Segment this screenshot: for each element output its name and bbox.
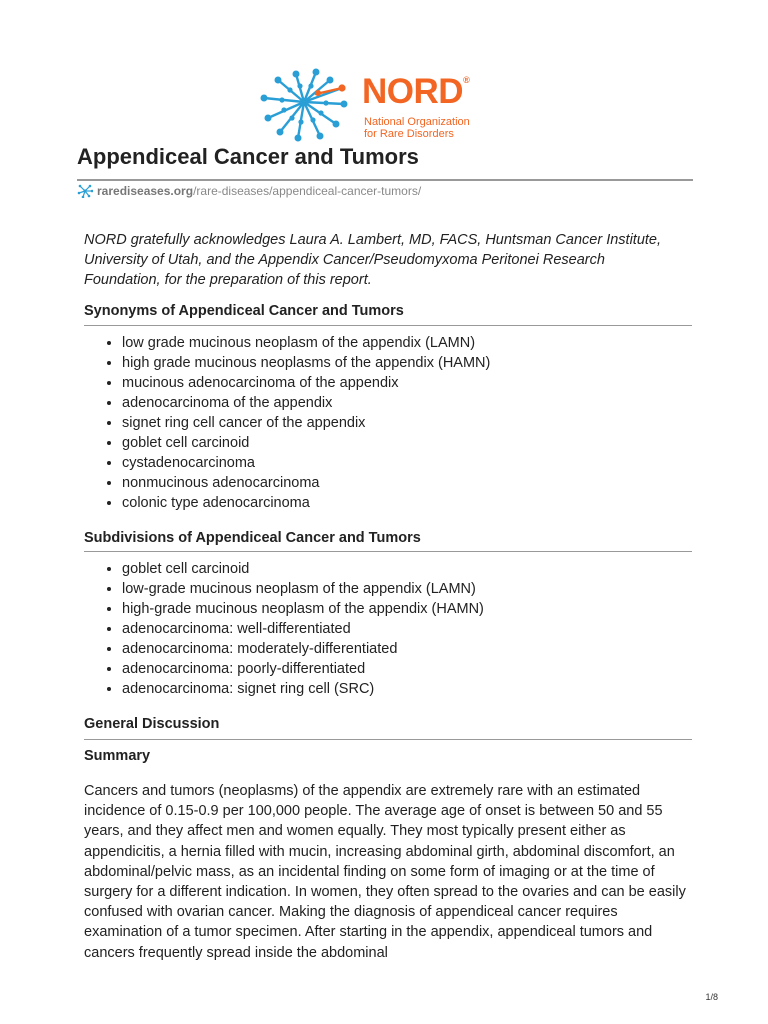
logo-wordmark: NORD® [362,72,470,111]
synonyms-list [84,333,490,513]
title-divider [77,179,693,181]
list-item: • adenocarcinoma: signet ring cell (SRC) [122,679,484,699]
source-url[interactable] [77,184,421,198]
list-item: • adenocarcinoma: well-differentiated [122,619,484,639]
source-path[interactable]: /rare-diseases/appendiceal-cancer-tumors/ [193,184,422,198]
list-item: • high-grade mucinous neoplasm of the appendix (HAMN) [122,599,484,619]
list-item: • colonic type adenocarcinoma [122,493,490,513]
logo-subtitle-line2: for Rare Disorders [364,128,454,140]
molecule-icon [77,184,93,198]
logo-subtitle-line1: National Organization [364,116,470,128]
list-item: • adenocarcinoma: moderately-differentiated [122,639,484,659]
summary-paragraph: Cancers and tumors (neoplasms) of the appendix are extremely rare with an estimated incidence of 0.15-0.9 per 100,000 people. The average age of onset is between 50 and 55 years, and they affect men and women equally. They most typically present either as appendicitis, a hernia filled with mucin, increasing abdominal girth, abdominal discomfort, an abdominal/pelvic mass, as an incidental finding on some form of imaging or at the time of surgery for a different indication. In women, they often spread to the ovaries and can be easily confused with ovarian cancer. Making the diagnosis of appendiceal cancer requires examination of a tumor specimen. After starting in the appendix, appendiceal tumors and cancers frequently spread inside the abdominal [84,783,686,961]
synonyms-divider [84,325,692,326]
page-number: 1/8 [705,992,718,1002]
subdivisions-heading: Subdivisions of Appendiceal Cancer and Tumors [84,530,421,546]
logo-subtitle [364,116,504,140]
page-title: Appendiceal Cancer and Tumors [77,144,419,169]
list-item: • adenocarcinoma: poorly-differentiated [122,659,484,679]
nord-logo [258,66,498,144]
list-item: • low grade mucinous neoplasm of the appendix (LAMN) [122,333,490,353]
molecule-cluster-icon [258,66,358,144]
list-item: • adenocarcinoma of the appendix [122,393,490,413]
list-item: • goblet cell carcinoid [122,433,490,453]
general-discussion-divider [84,739,692,740]
list-item: • mucinous adenocarcinoma of the appendix [122,373,490,393]
summary-heading: Summary [84,748,151,764]
list-item: • signet ring cell cancer of the appendix [122,413,490,433]
acknowledgement: NORD gratefully acknowledges Laura A. Lambert, MD, FACS, Huntsman Cancer Institute, University of Utah, and the Appendix Cancer/Pseudomyxoma Peritonei Research Foundation, for the preparation of this report. [84,232,662,288]
registered-mark: ® [463,75,470,85]
subdivisions-list [84,559,484,699]
source-domain[interactable]: rarediseases.org [97,184,194,198]
list-item: • nonmucinous adenocarcinoma [122,473,490,493]
list-item: • high grade mucinous neoplasms of the appendix (HAMN) [122,353,490,373]
subdivisions-divider [84,551,692,552]
list-item: • cystadenocarcinoma [122,453,490,473]
list-item: • low-grade mucinous neoplasm of the appendix (LAMN) [122,579,484,599]
synonyms-heading: Synonyms of Appendiceal Cancer and Tumors [84,303,404,319]
list-item: • goblet cell carcinoid [122,559,484,579]
general-discussion-heading: General Discussion [84,716,220,732]
